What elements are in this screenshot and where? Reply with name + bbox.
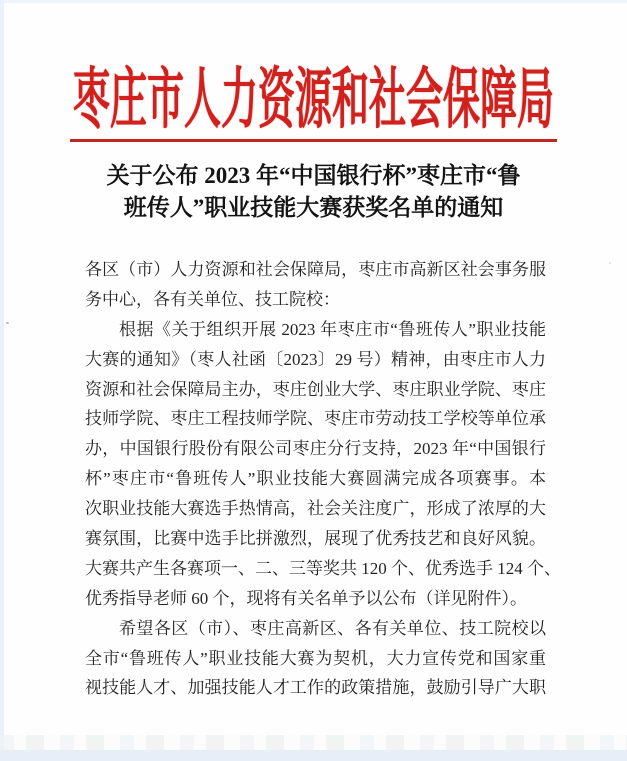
body-line: 根据《关于组织开展 2023 年枣庄市“鲁班传人”职业技能 [119,319,546,339]
body-line: 办，中国银行股份有限公司枣庄分行支持，2023 年“中国银行 [85,439,546,459]
body-line: 各区（市）人力资源和社会保障局，枣庄市高新区社会事务服 [85,260,546,279]
body-line: 全市“鲁班传人”职业技能大赛为契机，大力宣传党和国家重 [85,648,546,668]
body-line: 次职业技能大赛选手热情高，社会关注度广，形成了浓厚的大 [85,499,546,519]
body-line: 大赛共产生各赛项一、二、三等奖共 120 个、优秀选手 124 个、 [85,558,561,578]
letterhead-divider [70,139,557,142]
agency-name: 枣庄市人力资源和社会保障局 [73,64,554,138]
body-line: 技师学院、枣庄工程技师学院、枣庄市劳动技工学校等单位承 [85,409,546,429]
notice-title-line-1: 关于公布 2023 年“中国银行杯”枣庄市“鲁 [106,163,521,188]
scan-edge-bottom [0,750,627,761]
letterhead [0,56,627,138]
notice-body [85,255,561,703]
scan-edge-top [0,0,627,3]
body-line: 优秀指导老师 60 个，现将有关名单予以公布（详见附件）。 [85,588,527,608]
body-line: 希望各区（市）、枣庄高新区、各有关单位、技工院校以 [119,618,546,638]
scan-speck [6,322,9,324]
body-line: 杯”枣庄市“鲁班传人”职业技能大赛圆满完成各项赛事。本 [85,469,546,489]
scan-bottom-streaks [0,735,627,750]
scan-speck [609,262,611,264]
notice-title [30,160,597,223]
body-line: 务中心，各有关单位、技工院校： [85,289,340,309]
body-line: 资源和社会保障局主办，枣庄创业大学、枣庄职业学院、枣庄 [85,379,546,399]
body-line: 赛氛围，比赛中选手比拼激烈，展现了优秀技艺和良好风貌。 [85,529,546,549]
notice-title-line-2: 班传人”职业技能大赛获奖名单的通知 [123,194,504,220]
body-line: 大赛的通知》（枣人社函〔2023〕29 号）精神，由枣庄市人力 [85,349,546,369]
body-line: 视技能人才、加强技能人才工作的政策措施，鼓励引导广大职 [85,678,546,698]
